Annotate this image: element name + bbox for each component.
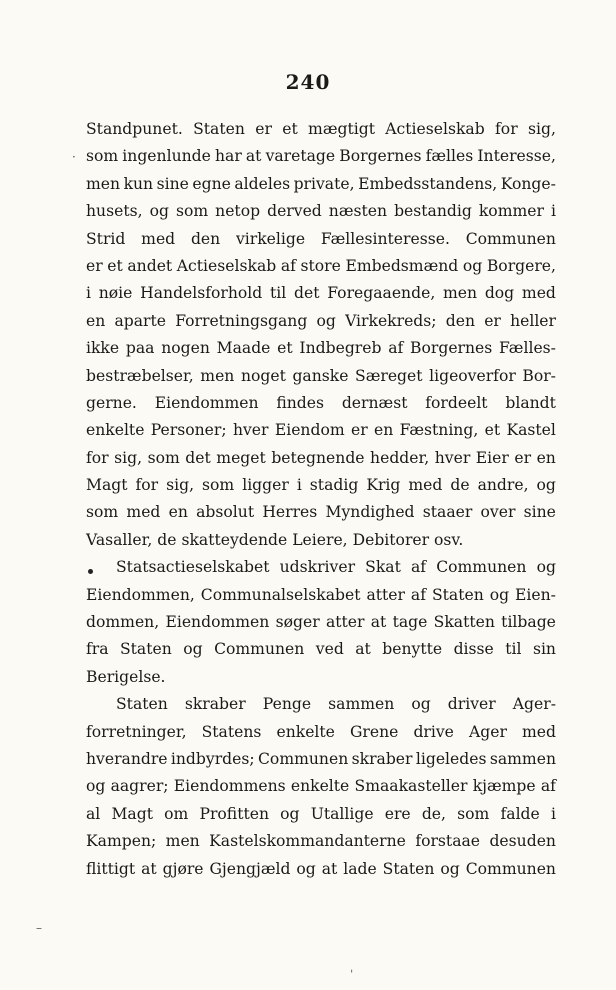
margin-dot: [88, 569, 93, 574]
page-number: 240: [285, 70, 331, 94]
text-line: dommen, Eiendommen søger atter at tage Skatten tilbage: [86, 613, 556, 632]
text-line: for sig, som det meget betegnende hedder, hver Eier er en: [86, 448, 556, 467]
text-line: Magt for sig, som ligger i stadig Krig med de andre, og: [86, 476, 556, 495]
text-line: er et andet Actieselskab af store Embedsmænd og Borgere,: [86, 256, 556, 275]
text-line: ikke paa nogen Maade et Indbegreb af Borgernes Fælles-: [86, 339, 556, 358]
text-line: al Magt om Profitten og Utallige ere de, som falde i: [86, 804, 556, 823]
text-line: som med en absolut Herres Myndighed staaer over sine: [86, 503, 556, 522]
text-line: i nøie Handelsforhold til det Foregaaende, men dog med: [86, 284, 556, 303]
text-line: fra Staten og Communen ved at benytte disse til sin: [86, 640, 556, 659]
margin-tick-bottom: ˌ: [350, 960, 354, 974]
text-line: og aagrer; Eiendommens enkelte Smaakasteller kjæmpe af: [86, 777, 556, 796]
text-line: Vasaller, de skatteydende Leiere, Debitorer osv.: [86, 530, 464, 549]
text-line: Standpunet. Staten er et mægtigt Actieselskab for sig,: [86, 120, 556, 138]
margin-dash: –: [36, 921, 42, 935]
text-line: en aparte Forretningsgang og Virkekreds; den er heller: [86, 311, 556, 330]
text-line: som ingenlunde har at varetage Borgernes fælles Interesse,: [86, 147, 556, 166]
text-line: Eiendommen, Communalselskabet atter af Staten og Eien-: [86, 585, 556, 604]
text-line: Kampen; men Kastelskommandanterne forstaae desuden: [86, 832, 556, 851]
text-line: enkelte Personer; hver Eiendom er en Fæstning, et Kastel: [86, 421, 556, 440]
text-line: Strid med den virkelige Fællesinteresse. Communen: [86, 229, 556, 248]
text-line: Staten skraber Penge sammen og driver Ager-: [116, 695, 556, 714]
text-line: husets, og som netop derved næsten bestandig kommer i: [86, 202, 556, 221]
margin-tick: ·: [72, 150, 76, 164]
text-line: gerne. Eiendommen findes dernæst fordeelt blandt: [86, 393, 556, 412]
text-line: Berigelse.: [86, 667, 166, 686]
body-text: [86, 116, 556, 883]
text-line: bestræbelser, men noget ganske Særeget ligeoverfor Bor-: [86, 366, 556, 385]
text-line: forretninger, Statens enkelte Grene drive Ager med: [86, 722, 556, 741]
text-line: flittigt at gjøre Gjengjæld og at lade Staten og Communen: [86, 859, 556, 878]
text-line: men kun sine egne aldeles private, Embedsstandens, Konge-: [86, 174, 556, 193]
text-line: hverandre indbyrdes; Communen skraber ligeledes sammen: [86, 749, 556, 768]
text-line: Statsactieselskabet udskriver Skat af Communen og: [116, 558, 556, 577]
